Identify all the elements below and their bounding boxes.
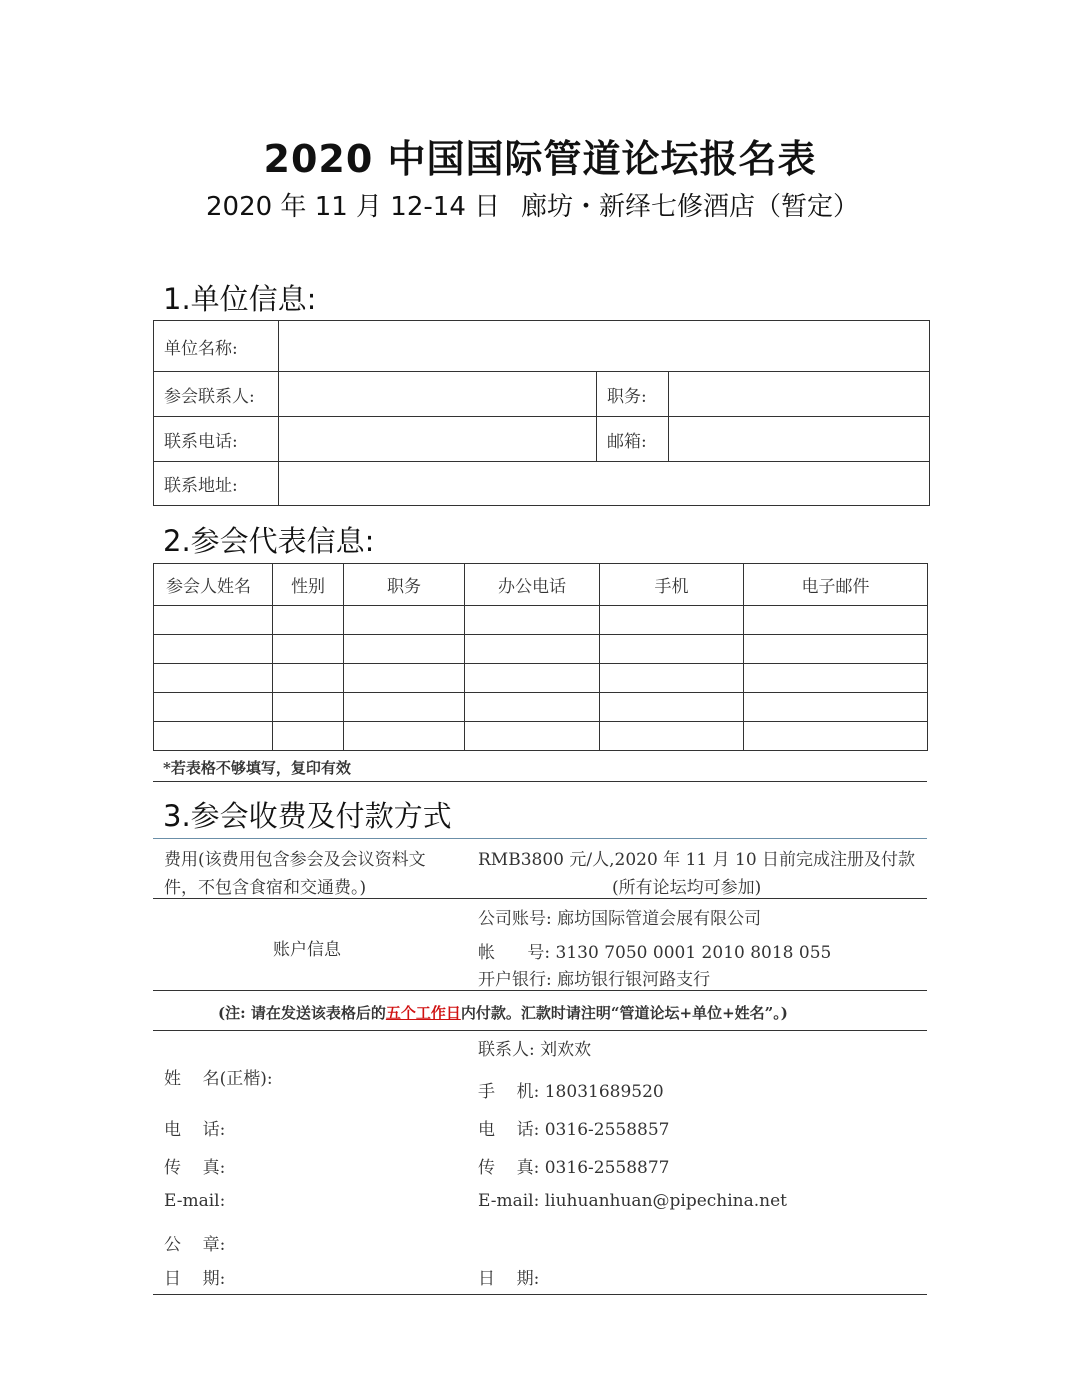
col-office-phone: 办公电话 [465,564,600,606]
cell[interactable] [154,693,273,722]
col-mobile: 手机 [600,564,744,606]
contact-date: 日 期: [478,1269,540,1289]
cell[interactable] [344,635,465,664]
fee-label-line2: 件，不包含食宿和交通费。) [164,878,367,898]
phone-label: 联系电话: [154,417,279,462]
cell[interactable] [344,664,465,693]
cell[interactable] [273,722,344,751]
col-email: 电子邮件 [744,564,928,606]
phone-field[interactable] [279,417,597,462]
unit-name-field[interactable] [279,321,930,372]
cell[interactable] [744,664,928,693]
cell[interactable] [744,635,928,664]
cell[interactable] [600,635,744,664]
contact-label: 参会联系人: [154,372,279,417]
section3-heading: 3.参会收费及付款方式 [163,799,452,833]
fee-label-line1: 费用(该费用包含参会及会议资料文 [164,850,426,870]
fee-value-line1: RMB3800 元/人,2020 年 11 月 10 日前完成注册及付款 [478,850,916,870]
cell[interactable] [154,664,273,693]
cell[interactable] [344,693,465,722]
email-label: E-mail: [164,1191,226,1211]
table-row [154,722,928,751]
divider [153,781,927,782]
cell[interactable] [465,722,600,751]
fax-label: 传 真: [164,1158,226,1178]
contact-person: 联系人: 刘欢欢 [478,1040,592,1060]
cell[interactable] [600,693,744,722]
attendee-table [153,563,928,751]
table-row [154,606,928,635]
cell[interactable] [600,606,744,635]
contact-field[interactable] [279,372,597,417]
divider [153,1294,927,1295]
cell[interactable] [600,722,744,751]
divider [153,1030,927,1031]
tel-label: 电 话: [164,1120,226,1140]
unit-info-table [153,320,930,506]
fee-value-line2: (所有论坛均可参加) [612,878,762,898]
bank-name: 开户银行: 廊坊银行银河路支行 [478,970,711,990]
cell[interactable] [744,722,928,751]
seal-label: 公 章: [164,1235,226,1255]
notice-highlight: 五个工作日 [385,1004,461,1022]
col-name: 参会人姓名 [154,564,273,606]
date-label: 日 期: [164,1269,226,1289]
cell[interactable] [273,693,344,722]
cell[interactable] [154,722,273,751]
payment-notice [218,1002,788,1023]
notice-suffix: 内付款。汇款时请注明“管道论坛+单位+姓名”。) [460,1004,788,1022]
cell[interactable] [744,693,928,722]
contact-email: E-mail: liuhuanhuan@pipechina.net [478,1191,788,1211]
contact-fax: 传 真: 0316-2558877 [478,1158,670,1178]
position-field[interactable] [669,372,930,417]
cell[interactable] [344,606,465,635]
email-field[interactable] [669,417,930,462]
cell[interactable] [744,606,928,635]
divider [153,898,927,899]
cell[interactable] [154,635,273,664]
section2-heading: 2.参会代表信息: [163,524,375,558]
contact-mobile: 手 机: 18031689520 [478,1082,664,1102]
cell[interactable] [465,635,600,664]
table-row [154,635,928,664]
cell[interactable] [465,664,600,693]
table-row [154,693,928,722]
event-venue: 廊坊・新绎七修酒店（暂定） [521,192,860,222]
cell[interactable] [273,664,344,693]
notice-prefix: (注: 请在发送该表格后的 [218,1004,386,1022]
address-label: 联系地址: [154,462,279,506]
col-position: 职务 [344,564,465,606]
cell[interactable] [273,635,344,664]
cell[interactable] [154,606,273,635]
name-label: 姓 名(正楷): [164,1069,273,1089]
cell[interactable] [344,722,465,751]
table-row [154,664,928,693]
account-label: 账户信息 [273,940,341,960]
account-number: 帐 号: 3130 7050 0001 2010 8018 055 [478,943,832,963]
address-field[interactable] [279,462,930,506]
cell[interactable] [465,693,600,722]
col-gender: 性别 [273,564,344,606]
cell[interactable] [273,606,344,635]
cell[interactable] [600,664,744,693]
event-date: 2020 年 11 月 12-14 日 [206,192,501,222]
company-account: 公司账号: 廊坊国际管道会展有限公司 [478,909,762,929]
position-label: 职务: [597,372,669,417]
divider [153,990,927,991]
cell[interactable] [465,606,600,635]
unit-name-label: 单位名称: [154,321,279,372]
form-title: 2020 中国国际管道论坛报名表 [263,137,817,181]
section1-heading: 1.单位信息: [163,282,317,316]
contact-tel: 电 话: 0316-2558857 [478,1120,670,1140]
table-note: *若表格不够填写，复印有效 [163,759,351,777]
divider [153,838,927,839]
email-label: 邮箱: [597,417,669,462]
